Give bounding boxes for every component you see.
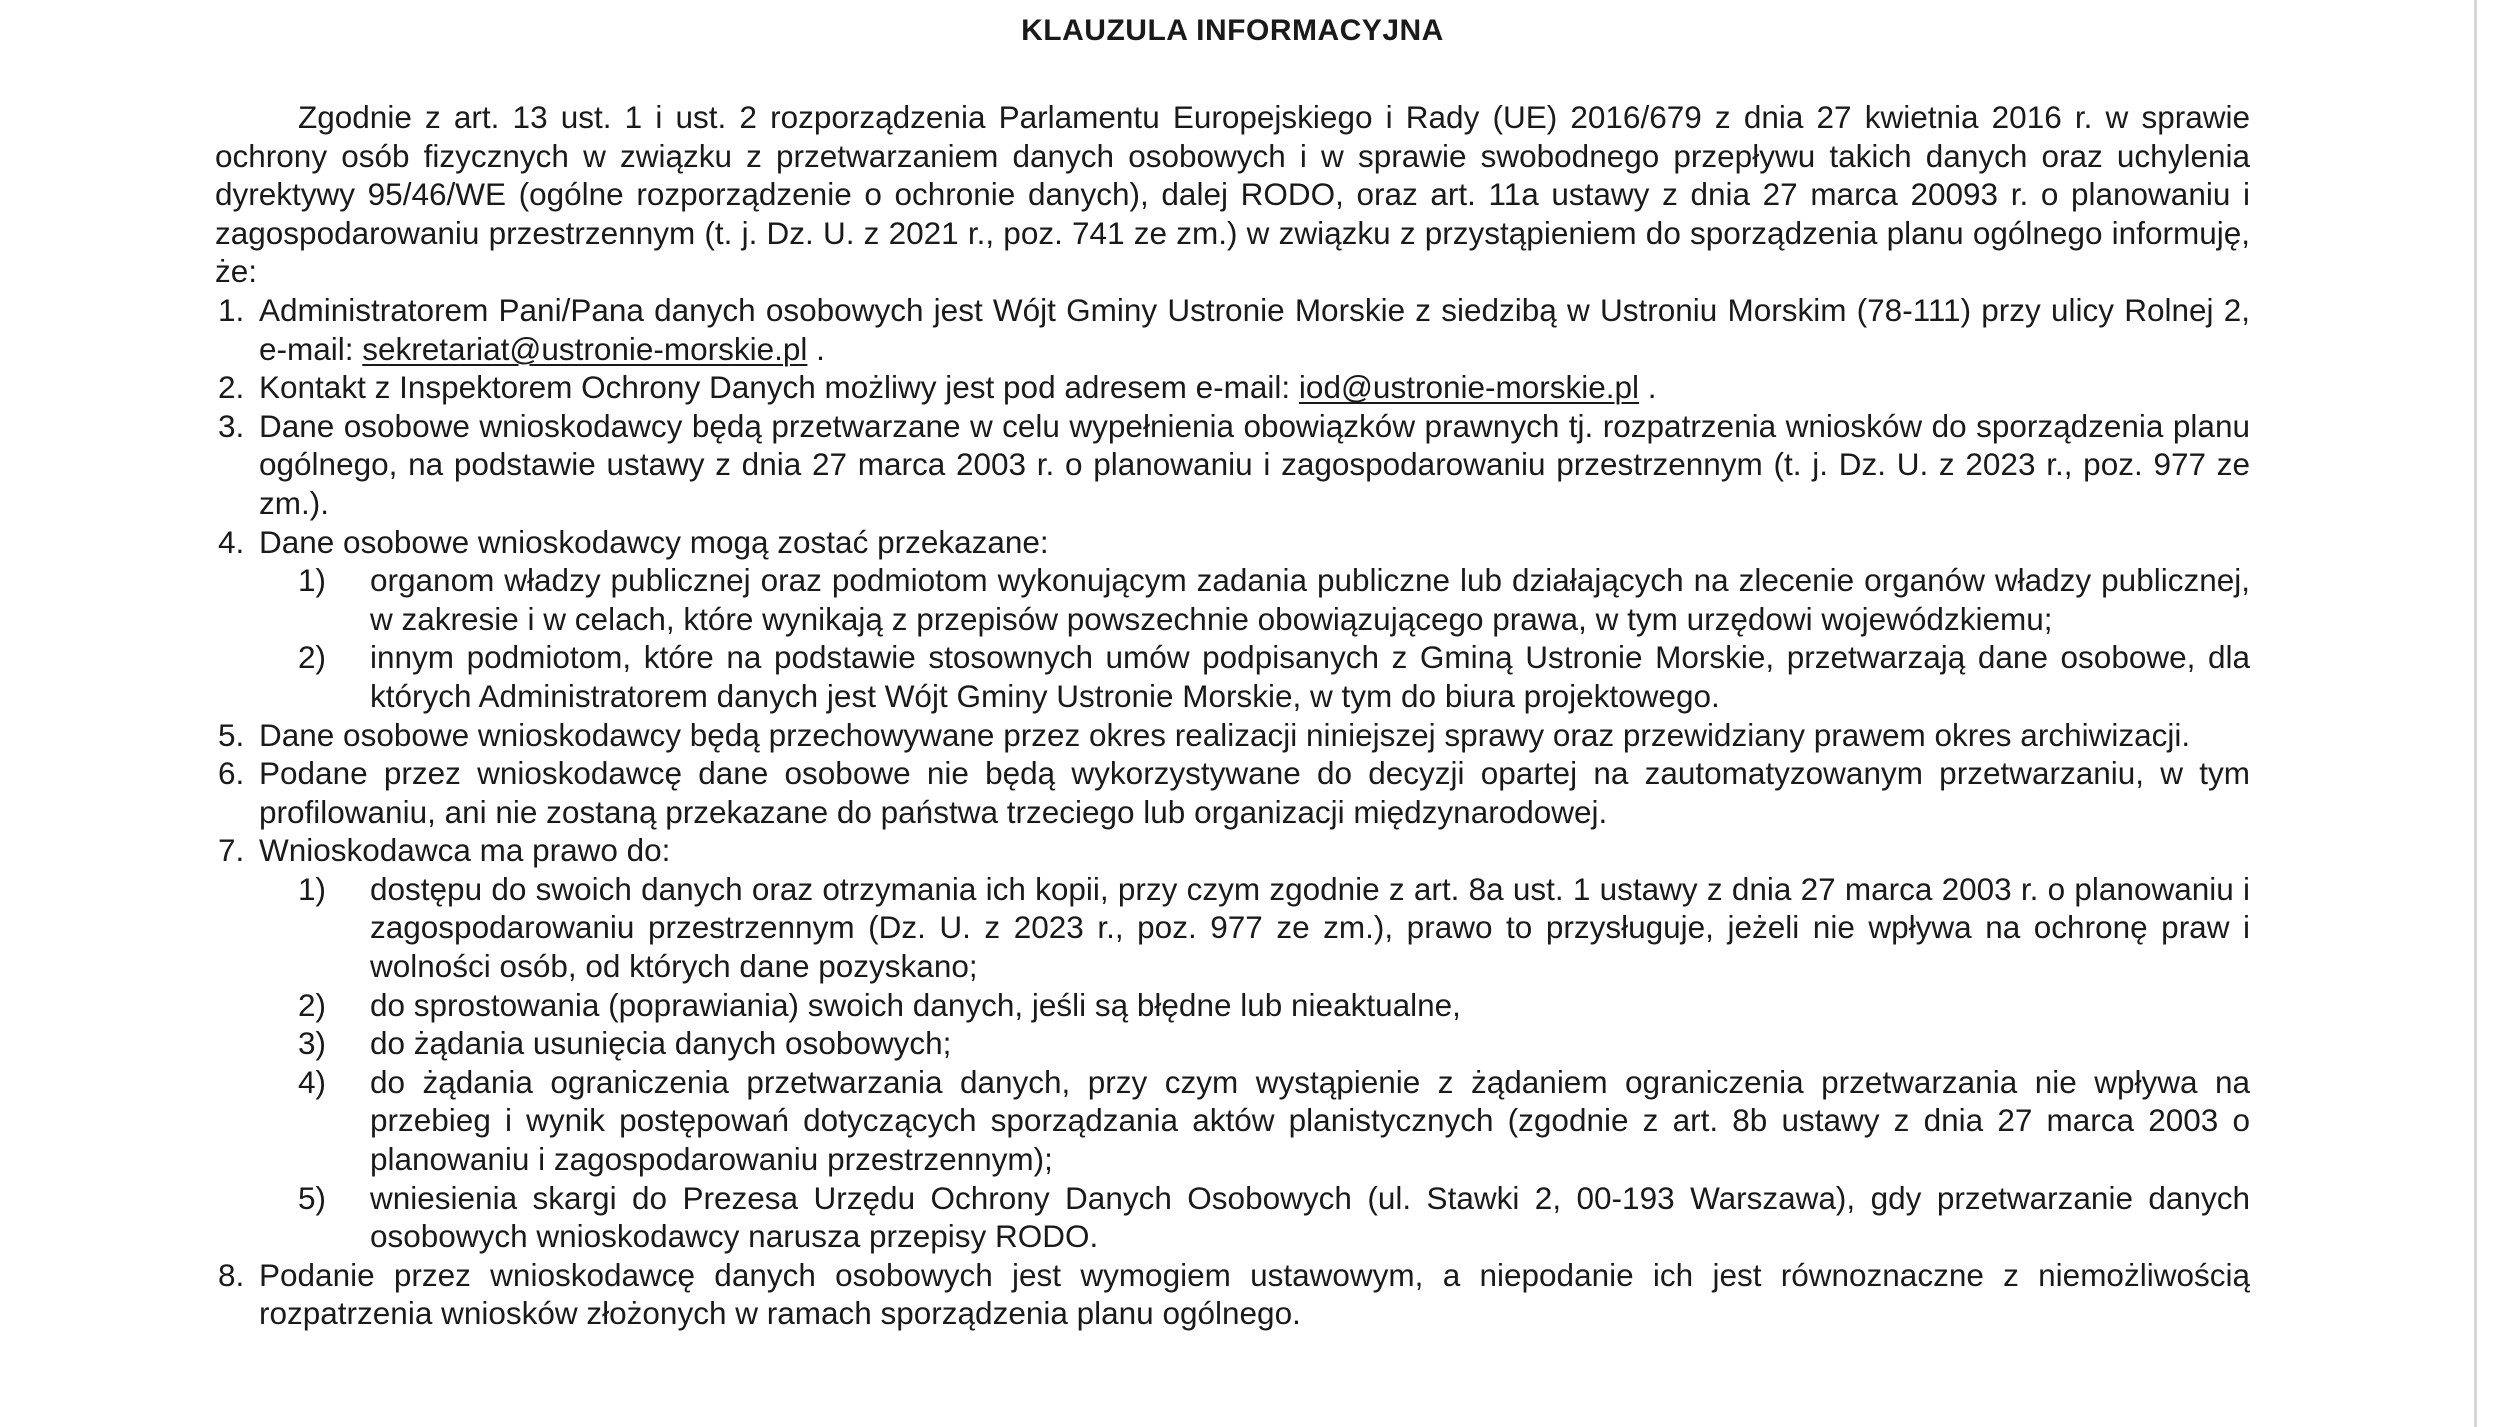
- list-item-text: Dane osobowe wnioskodawcy mogą zostać przekazane:: [259, 523, 1049, 560]
- list-number: 5.: [218, 716, 245, 753]
- document-body: [215, 12, 2250, 1333]
- sub-number: 1): [298, 870, 327, 907]
- list-item-text: Podane przez wnioskodawcę dane osobowe nie będą wykorzystywane do decyzji opartej na zautomatyzowanym przetwarzaniu, w tym profilowaniu, ani nie zostaną przekazane do państwa trzeciego lub organizacji międzynarodowej.: [259, 755, 2250, 830]
- list-number: 8.: [218, 1256, 245, 1293]
- sub-number: 4): [298, 1063, 327, 1100]
- sub-item-7-3: [215, 1024, 2250, 1063]
- list-item-8: [215, 1256, 2250, 1333]
- sub-item-text: do żądania usunięcia danych osobowych;: [370, 1025, 952, 1062]
- sub-item-7-1: [215, 870, 2250, 986]
- sub-item-text: innym podmiotom, które na podstawie stosownych umów podpisanych z Gminą Ustronie Morskie, przetwarzają dane osobowe, dla których Administratorem danych jest Wójt Gminy Ustronie Morskie, w tym do biura projektowego.: [370, 639, 2250, 714]
- list-item-tail: .: [807, 330, 825, 367]
- sub-number: 5): [298, 1179, 327, 1216]
- sub-item-text: do sprostowania (poprawiania) swoich danych, jeśli są błędne lub nieaktualne,: [370, 986, 1461, 1023]
- list-number: 2.: [218, 369, 245, 406]
- list-item-tail: .: [1639, 369, 1657, 406]
- list-number: 1.: [218, 291, 245, 328]
- list-number: 4.: [218, 523, 245, 560]
- list-item-text: Kontakt z Inspektorem Ochrony Danych możliwy jest pod adresem e-mail:: [259, 369, 1299, 406]
- list-item-4: [215, 523, 2250, 562]
- list-item-6: [215, 754, 2250, 831]
- document-title: KLAUZULA INFORMACYJNA: [1021, 14, 1444, 47]
- sub-number: 2): [298, 986, 327, 1023]
- list-item-text: Administratorem Pani/Pana danych osobowych jest Wójt Gminy Ustronie Morskie z siedzibą w Ustroniu Morskim (78-111) przy ulicy Rolnej 2, e-mail:: [259, 291, 2250, 367]
- list-item-5: [215, 716, 2250, 755]
- list-item-7: [215, 831, 2250, 870]
- list-number: 3.: [218, 407, 245, 444]
- list-item-text: Dane osobowe wnioskodawcy będą przechowywane przez okres realizacji niniejszej sprawy oraz przewidziany prawem okres archiwizacji.: [259, 716, 2191, 753]
- list-item-text: Dane osobowe wnioskodawcy będą przetwarzane w celu wypełnienia obowiązków prawnych tj. rozpatrzenia wniosków do sporządzenia planu ogólnego, na podstawie ustawy z dnia 27 marca 2003 r. o planowaniu i zagospodarowaniu przestrzennym (t. j. Dz. U. z 2023 r., poz. 977 ze zm.).: [259, 407, 2250, 521]
- sub-item-7-4: [215, 1063, 2250, 1179]
- sub-item-text: do żądania ograniczenia przetwarzania danych, przy czym wystąpienie z żądaniem ograniczenia przetwarzania nie wpływa na przebieg i wynik postępowań dotyczących sporządzania aktów planistycznych (zgodnie z art. 8b ustawy z dnia 27 marca 2003 o planowaniu i zagospodarowaniu przestrzennym);: [370, 1063, 2250, 1178]
- page-edge-divider: [2474, 0, 2477, 1427]
- list-number: 6.: [218, 755, 245, 792]
- sub-item-4-2: [215, 638, 2250, 715]
- sub-number: 1): [298, 562, 327, 599]
- sub-number: 3): [298, 1025, 327, 1062]
- list-item-3: [215, 407, 2250, 523]
- email-link-iod[interactable]: iod@ustronie-morskie.pl: [1298, 369, 1640, 406]
- email-link-sekretariat[interactable]: sekretariat@ustronie-morskie.pl: [362, 330, 808, 367]
- list-item-text: Wnioskodawca ma prawo do:: [259, 832, 671, 869]
- sub-item-text: dostępu do swoich danych oraz otrzymania ich kopii, przy czym zgodnie z art. 8a ust. 1 ustawy z dnia 27 marca 2003 r. o planowaniu i zagospodarowaniu przestrzennym (Dz. U. z 2023 r., poz. 977 ze zm.), prawo to przysługuje, jeżeli nie wpływa na ochronę praw i wolności osób, od których dane pozyskano;: [370, 870, 2250, 985]
- list-item-1: [215, 291, 2250, 368]
- sub-item-text: wniesienia skargi do Prezesa Urzędu Ochrony Danych Osobowych (ul. Stawki 2, 00-193 Warszawa), gdy przetwarzanie danych osobowych wnioskodawcy narusza przepisy RODO.: [370, 1179, 2250, 1255]
- intro-paragraph: Zgodnie z art. 13 ust. 1 i ust. 2 rozporządzenia Parlamentu Europejskiego i Rady (UE) 2016/679 z dnia 27 kwietnia 2016 r. w sprawie ochrony osób fizycznych w związku z przetwarzaniem danych osobowych i w sprawie swobodnego przepływu takich danych oraz uchylenia dyrektywy 95/46/WE (ogólne rozporządzenie o ochronie danych), dalej RODO, oraz art. 11a ustawy z dnia 27 marca 20093 r. o planowaniu i zagospodarowaniu przestrzennym (t. j. Dz. U. z 2021 r., poz. 741 ze zm.) w związku z przystąpieniem do sporządzenia planu ogólnego informuję, że:: [215, 99, 2250, 290]
- sub-item-7-2: [215, 986, 2250, 1025]
- list-item-text: Podanie przez wnioskodawcę danych osobowych jest wymogiem ustawowym, a niepodanie ich jest równoznaczne z niemożliwością rozpatrzenia wniosków złożonych w ramach sporządzenia planu ogólnego.: [259, 1256, 2250, 1332]
- sub-number: 2): [298, 639, 327, 676]
- sub-item-text: organom władzy publicznej oraz podmiotom wykonującym zadania publiczne lub działających na zlecenie organów władzy publicznej, w zakresie i w celach, które wynikają z przepisów powszechnie obowiązującego prawa, w tym urzędowi wojewódzkiemu;: [370, 562, 2250, 637]
- sub-item-7-5: [215, 1179, 2250, 1256]
- list-number: 7.: [218, 832, 245, 869]
- sub-item-4-1: [215, 561, 2250, 638]
- list-item-2: [215, 368, 2250, 407]
